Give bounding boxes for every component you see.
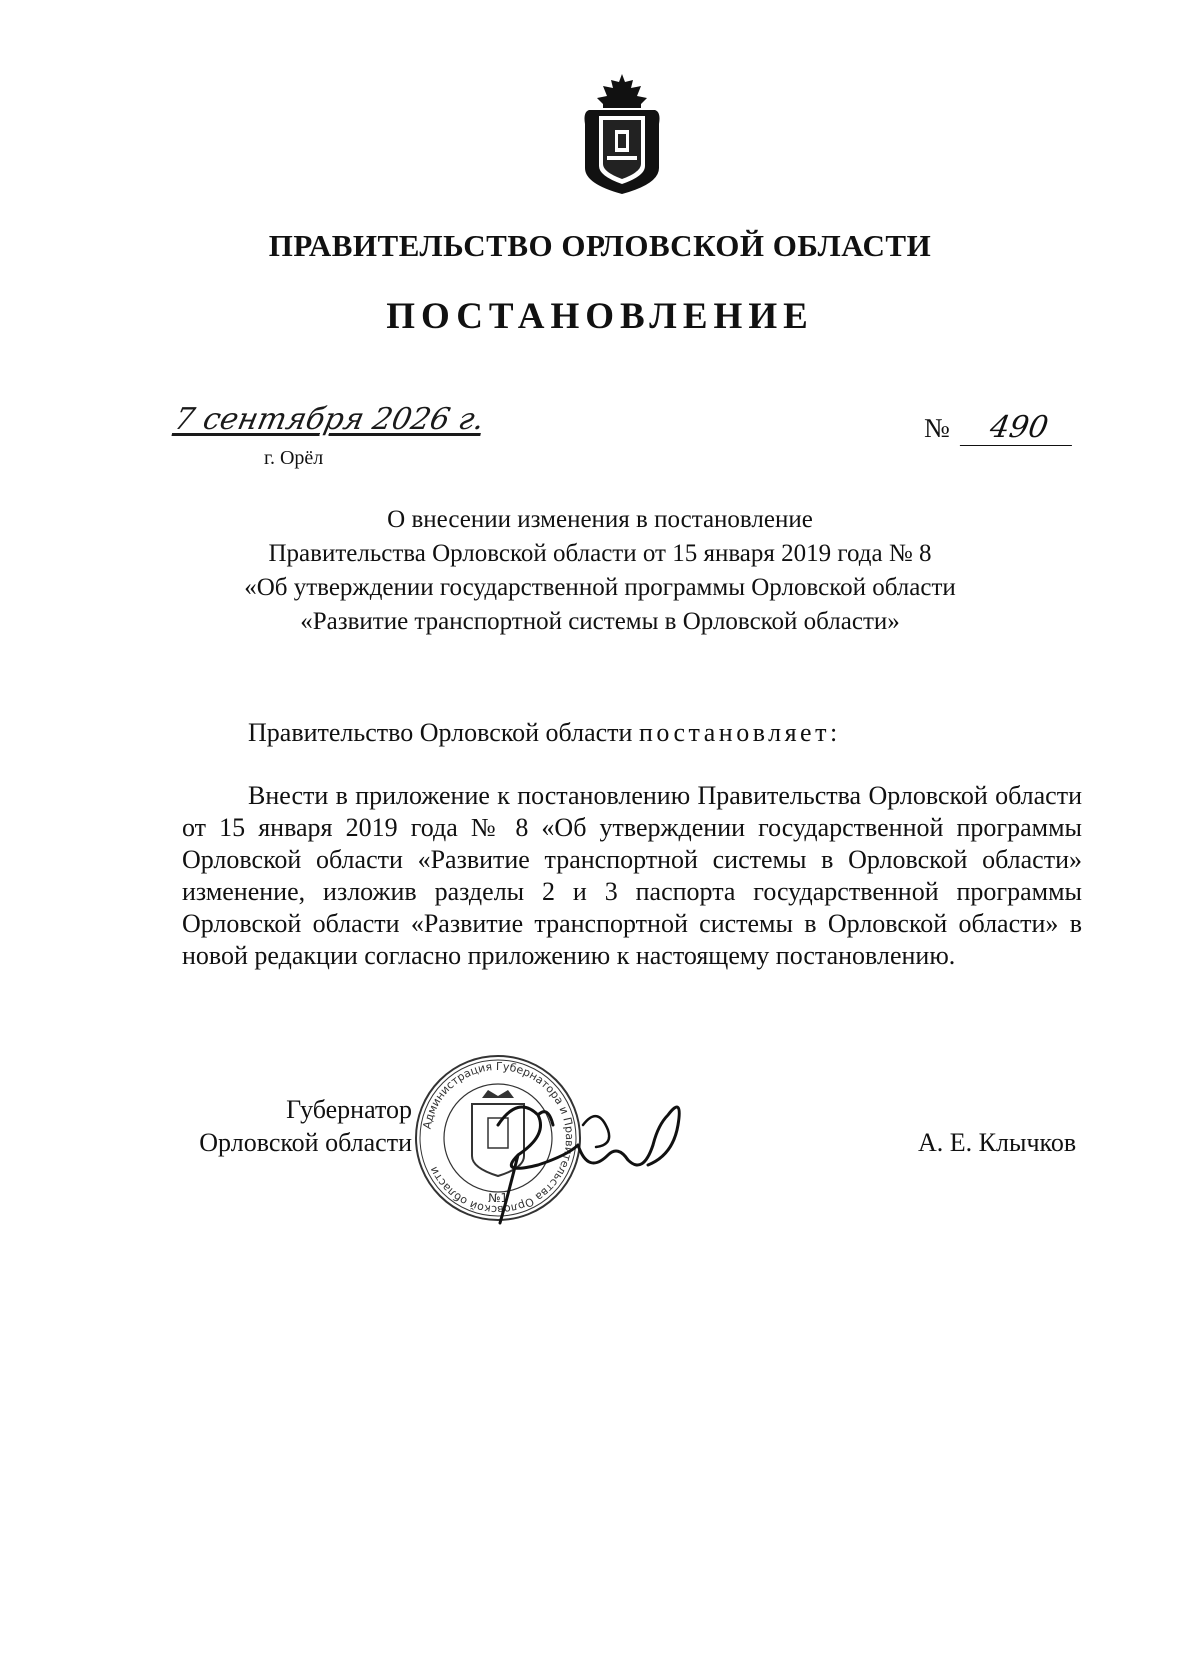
document-subject — [0, 503, 1200, 639]
subject-line: О внесении изменения в постановление — [387, 506, 813, 533]
document-date: 7 сентября 2026 г. — [171, 402, 488, 437]
signatory-name: А. Е. Клычков — [918, 1128, 1077, 1157]
document-type-title: ПОСТАНОВЛЕНИЕ — [386, 296, 814, 337]
coat-of-arms-icon — [581, 72, 663, 198]
document-city: г. Орёл — [264, 447, 324, 469]
seal-number: №1 — [487, 1191, 509, 1205]
document-number — [924, 410, 1075, 446]
subject-line: Правительства Орловской области от 15 января 2019 года № 8 — [268, 540, 932, 567]
subject-line: «Об утверждении государственной программы Орловской области — [244, 574, 956, 601]
preamble — [248, 718, 841, 748]
signatory-title — [180, 1093, 412, 1159]
signatory-title-line: Губернатор — [286, 1095, 412, 1124]
seal-text: Администрация Губернатора и Правительства Орловской области — [420, 1059, 577, 1217]
handwritten-signature-icon — [478, 1085, 708, 1225]
preamble-emphasis: постановляет: — [638, 718, 841, 747]
number-value: 490 — [959, 410, 1077, 446]
preamble-text: Правительство Орловской области — [248, 718, 633, 747]
organization-title: ПРАВИТЕЛЬСТВО ОРЛОВСКОЙ ОБЛАСТИ — [268, 228, 932, 263]
subject-line: «Развитие транспортной системы в Орловской области» — [300, 608, 900, 635]
body-paragraph: Внести в приложение к постановлению Правительства Орловской области от 15 января 2019 года № 8 «Об утверждении государственной программы Орловской области «Развитие транспортной системы в Орловской области» изменение, изложив разделы 2 и 3 паспорта государственной программы Орловской области «Развитие транспортной системы в Орловской области» в новой редакции согласно приложению к настоящему постановлению. — [182, 781, 1082, 970]
number-sign: № — [924, 413, 950, 443]
signatory-title-line: Орловской области — [199, 1128, 412, 1157]
